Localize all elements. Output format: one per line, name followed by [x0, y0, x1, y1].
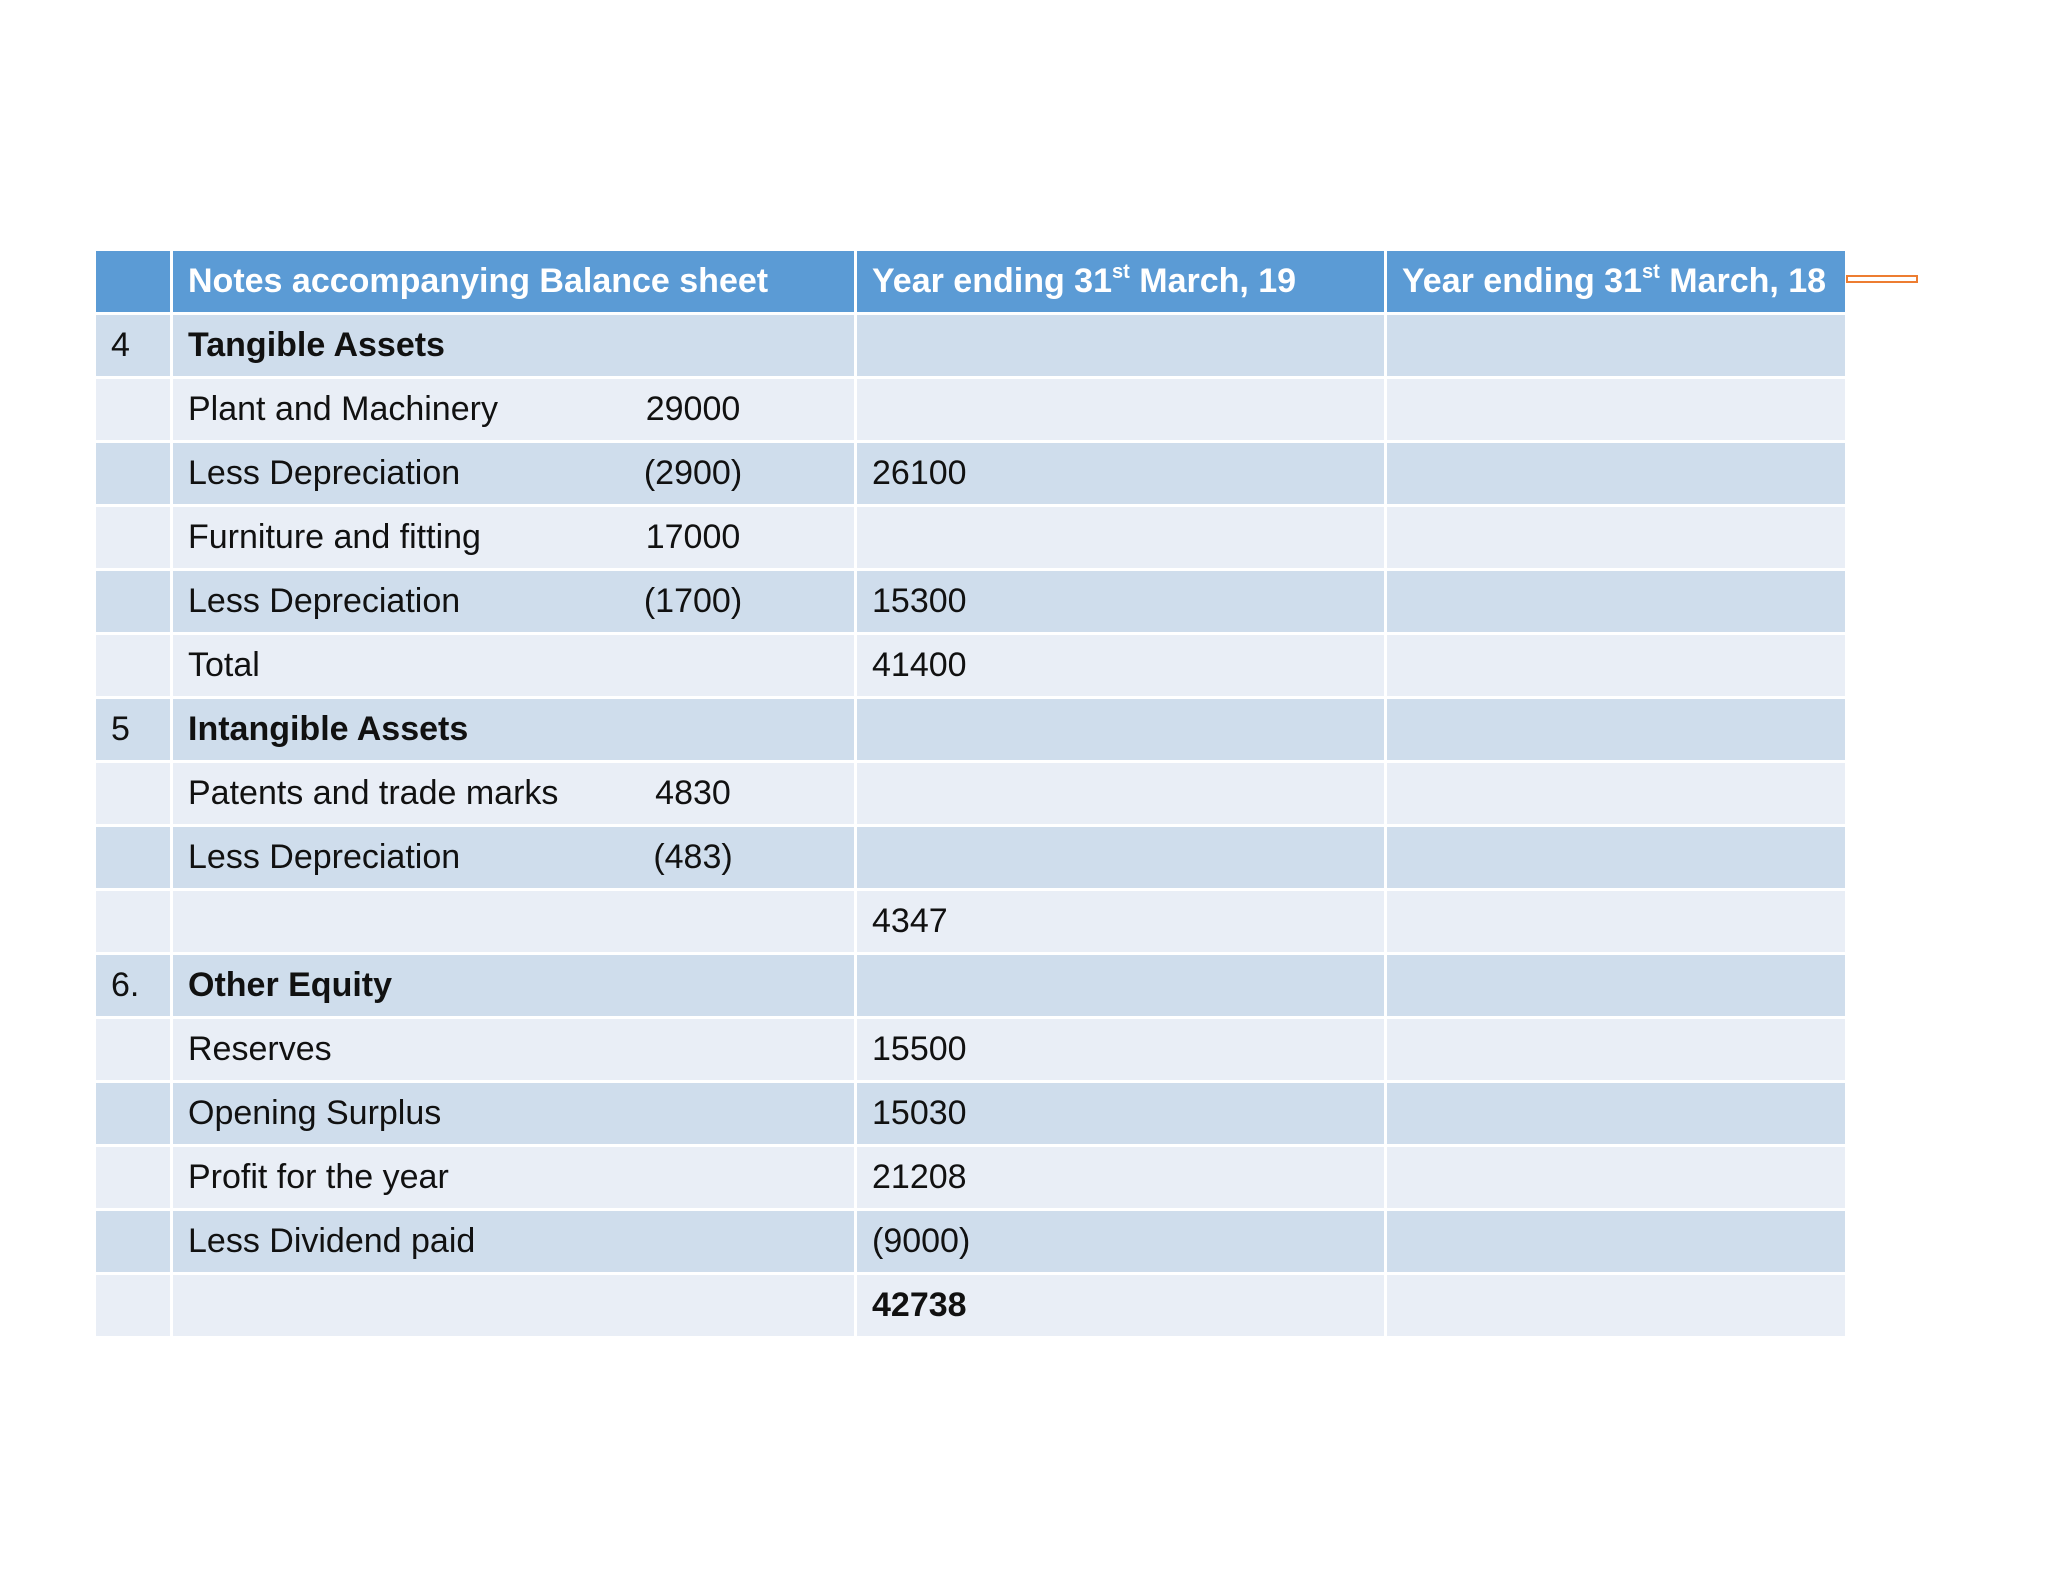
year-2019-value — [856, 826, 1386, 890]
note-number — [95, 506, 172, 570]
header-year-2019-prefix: Year ending 31 — [872, 262, 1112, 300]
table-row — [95, 570, 1847, 634]
year-2019-value — [856, 762, 1386, 826]
row-description — [172, 314, 856, 378]
balance-sheet-notes-table — [93, 248, 1848, 1339]
table-row — [95, 634, 1847, 698]
row-amount: (1700) — [643, 582, 743, 620]
table-row — [95, 698, 1847, 762]
note-number — [95, 1210, 172, 1274]
year-2018-value — [1386, 314, 1847, 378]
row-label: Less Depreciation — [188, 582, 461, 620]
note-number: 4 — [95, 314, 172, 378]
note-number — [95, 1274, 172, 1338]
row-description — [172, 442, 856, 506]
note-number — [95, 1146, 172, 1210]
year-2018-value — [1386, 570, 1847, 634]
row-amount: 17000 — [645, 518, 741, 556]
note-number — [95, 1082, 172, 1146]
row-description — [172, 1210, 856, 1274]
row-description — [172, 506, 856, 570]
note-number — [95, 634, 172, 698]
table-header-row — [95, 250, 1847, 314]
row-label: Less Dividend paid — [188, 1222, 476, 1260]
row-description — [172, 762, 856, 826]
row-description — [172, 1018, 856, 1082]
year-2018-value — [1386, 762, 1847, 826]
table-row — [95, 1146, 1847, 1210]
year-2019-value — [856, 378, 1386, 442]
row-description — [172, 698, 856, 762]
row-description — [172, 570, 856, 634]
year-2019-value: 4347 — [856, 890, 1386, 954]
year-2019-value — [856, 954, 1386, 1018]
header-year-2018-prefix: Year ending 31 — [1402, 262, 1642, 300]
table-row — [95, 1274, 1847, 1338]
row-label: Less Depreciation — [188, 838, 461, 876]
row-description — [172, 1274, 856, 1338]
year-2019-value: 15300 — [856, 570, 1386, 634]
note-number — [95, 890, 172, 954]
note-number — [95, 378, 172, 442]
table-row — [95, 1018, 1847, 1082]
note-number — [95, 570, 172, 634]
year-2018-value — [1386, 1146, 1847, 1210]
row-amount: 4830 — [655, 774, 731, 812]
year-2018-value — [1386, 442, 1847, 506]
table-row — [95, 378, 1847, 442]
table-row — [95, 890, 1847, 954]
table-row — [95, 442, 1847, 506]
row-label: Other Equity — [188, 966, 393, 1004]
row-label: Intangible Assets — [188, 710, 469, 748]
row-marker-shape — [1846, 275, 1918, 283]
row-description — [172, 954, 856, 1018]
row-description — [172, 634, 856, 698]
year-2019-value — [856, 698, 1386, 762]
table-row — [95, 314, 1847, 378]
table-row — [95, 1082, 1847, 1146]
row-amount: (2900) — [643, 454, 743, 492]
year-2019-value — [856, 314, 1386, 378]
row-description — [172, 378, 856, 442]
header-note-number — [95, 250, 172, 314]
header-notes: Notes accompanying Balance sheet — [172, 250, 856, 314]
header-year-2018 — [1386, 250, 1847, 314]
table-row — [95, 954, 1847, 1018]
year-2018-value — [1386, 1082, 1847, 1146]
note-number: 5 — [95, 698, 172, 762]
row-label: Plant and Machinery — [188, 390, 498, 428]
year-2018-value — [1386, 954, 1847, 1018]
note-number — [95, 1018, 172, 1082]
header-year-2018-sup: st — [1642, 261, 1660, 283]
table-row — [95, 826, 1847, 890]
row-label: Opening Surplus — [188, 1094, 442, 1132]
year-2019-value: 41400 — [856, 634, 1386, 698]
row-description — [172, 1082, 856, 1146]
row-label: Patents and trade marks — [188, 774, 559, 812]
row-label: Reserves — [188, 1030, 332, 1068]
table-row — [95, 762, 1847, 826]
row-amount: 29000 — [645, 390, 741, 428]
note-number — [95, 762, 172, 826]
row-description — [172, 890, 856, 954]
row-description — [172, 826, 856, 890]
year-2019-value: (9000) — [856, 1210, 1386, 1274]
header-year-2019-suffix: March, 19 — [1129, 262, 1297, 300]
year-2019-value: 15500 — [856, 1018, 1386, 1082]
header-year-2019-sup: st — [1112, 261, 1130, 283]
row-label: Furniture and fitting — [188, 518, 481, 556]
row-label: Profit for the year — [188, 1158, 449, 1196]
year-2018-value — [1386, 826, 1847, 890]
year-2019-value: 21208 — [856, 1146, 1386, 1210]
note-number — [95, 442, 172, 506]
row-label: Total — [188, 646, 260, 684]
table-row — [95, 1210, 1847, 1274]
year-2018-value — [1386, 378, 1847, 442]
row-amount: (483) — [653, 838, 733, 876]
row-label: Tangible Assets — [188, 326, 445, 364]
year-2019-value: 26100 — [856, 442, 1386, 506]
header-year-2019 — [856, 250, 1386, 314]
note-number — [95, 826, 172, 890]
year-2018-value — [1386, 634, 1847, 698]
year-2018-value — [1386, 1210, 1847, 1274]
year-2019-value — [856, 506, 1386, 570]
table-row — [95, 506, 1847, 570]
year-2018-value — [1386, 1274, 1847, 1338]
year-2018-value — [1386, 506, 1847, 570]
note-number: 6. — [95, 954, 172, 1018]
year-2019-value: 42738 — [856, 1274, 1386, 1338]
year-2018-value — [1386, 1018, 1847, 1082]
year-2019-value: 15030 — [856, 1082, 1386, 1146]
year-2018-value — [1386, 890, 1847, 954]
row-description — [172, 1146, 856, 1210]
header-year-2018-suffix: March, 18 — [1659, 262, 1827, 300]
row-label: Less Depreciation — [188, 454, 461, 492]
year-2018-value — [1386, 698, 1847, 762]
